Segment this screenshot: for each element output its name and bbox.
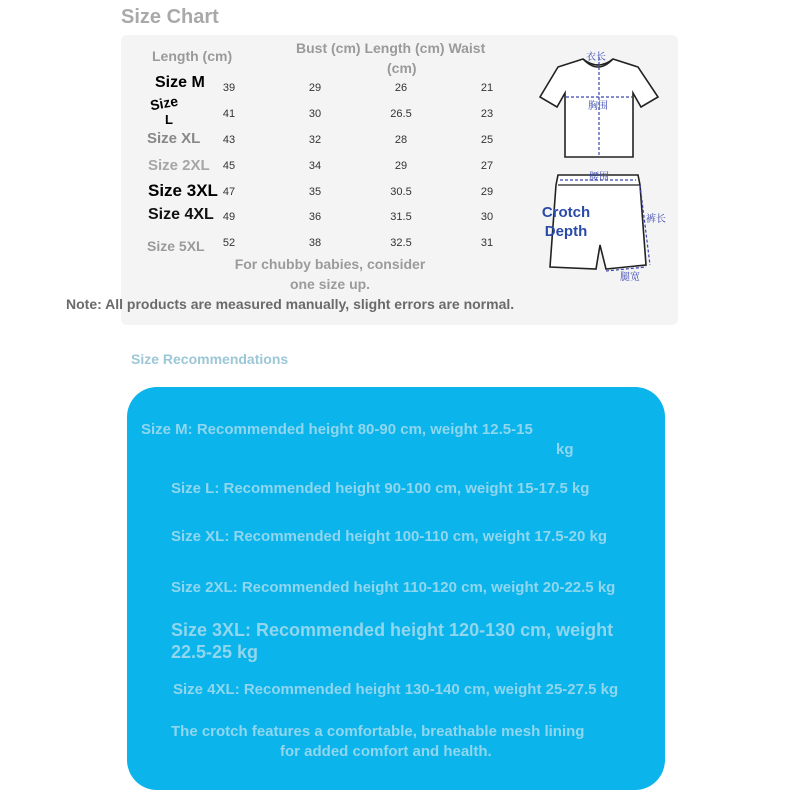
cell: 26	[394, 82, 408, 94]
rec-size-3xl-line1: Size 3XL: Recommended height 120-130 cm, weight	[171, 620, 614, 640]
cell: 34	[308, 160, 322, 172]
rec-size-4xl: Size 4XL: Recommended height 130-140 cm, weight 25-27.5 kg	[173, 681, 619, 698]
rec-size-3xl-line2: 22.5-25 kg	[171, 642, 259, 662]
cell: 41	[222, 108, 236, 120]
chest-label: 胸围	[588, 101, 608, 112]
cell: 49	[222, 211, 236, 223]
rec-size-m-line1: Size M: Recommended height 80-90 cm, weight 12.5-15	[141, 421, 533, 438]
size-label-m: Size M	[155, 74, 205, 91]
mesh-note-line2: for added comfort and health.	[280, 743, 492, 760]
cell: 35	[308, 186, 322, 198]
crotch-depth-label-1: Crotch	[541, 204, 591, 221]
cell: 29	[308, 82, 322, 94]
bust-length-waist-header: Bust (cm) Length (cm) Waist	[296, 40, 486, 56]
size-label-l-part1: Size	[148, 92, 180, 114]
cell: 21	[480, 82, 494, 94]
cell: 28	[394, 134, 408, 146]
cell: 30	[308, 108, 322, 120]
cell: 26.5	[390, 108, 412, 120]
size-label-4xl: Size 4XL	[148, 206, 214, 223]
cell: 27	[480, 160, 494, 172]
cell: 45	[222, 160, 236, 172]
cell: 38	[308, 237, 322, 249]
crotch-depth-label-2: Depth	[544, 223, 588, 240]
cell: 23	[480, 108, 494, 120]
rec-size-xl: Size XL: Recommended height 100-110 cm, weight 17.5-20 kg	[171, 528, 607, 545]
cell: 30.5	[390, 186, 412, 198]
cell: 30	[480, 211, 494, 223]
size-label-3xl: Size 3XL	[148, 181, 218, 200]
recommendations-title: Size Recommendations	[131, 351, 289, 367]
cell: 29	[394, 160, 408, 172]
pants-length-label: 裤长	[646, 214, 666, 225]
rec-size-2xl: Size 2XL: Recommended height 110-120 cm, weight 20-22.5 kg	[171, 579, 616, 596]
measurement-note: Note: All products are measured manually, slight errors are normal.	[66, 296, 515, 312]
chubby-note-line1: For chubby babies, consider	[234, 256, 426, 272]
cell: 36	[308, 211, 322, 223]
chubby-note	[215, 254, 445, 294]
size-label-xl: Size XL	[147, 130, 201, 147]
cell: 31.5	[390, 211, 412, 223]
waist-label: 腰围	[589, 172, 609, 183]
cell: 29	[480, 186, 494, 198]
leg-width-label: 腿宽	[620, 272, 640, 283]
size-label-5xl: Size 5XL	[147, 238, 205, 254]
cell: 52	[222, 237, 236, 249]
page-title: Size Chart	[121, 6, 219, 28]
size-label-2xl: Size 2XL	[148, 157, 210, 174]
length-header: Length (cm)	[152, 48, 233, 64]
top-length-label: 衣长	[586, 52, 606, 63]
cell: 43	[222, 134, 236, 146]
cell: 25	[480, 134, 494, 146]
cm-unit-label: (cm)	[387, 60, 417, 76]
cell: 39	[222, 82, 236, 94]
rec-size-l: Size L: Recommended height 90-100 cm, weight 15-17.5 kg	[171, 480, 590, 497]
cell: 47	[222, 186, 236, 198]
garment-diagram	[528, 45, 668, 285]
rec-size-m-line2: kg	[556, 441, 574, 458]
mesh-note-line1: The crotch features a comfortable, breathable mesh lining	[171, 723, 585, 740]
cell: 32	[308, 134, 322, 146]
chubby-note-line2: one size up.	[289, 276, 371, 292]
cell: 32.5	[390, 237, 412, 249]
cell: 31	[480, 237, 494, 249]
size-label-l-part2: L	[165, 112, 173, 127]
